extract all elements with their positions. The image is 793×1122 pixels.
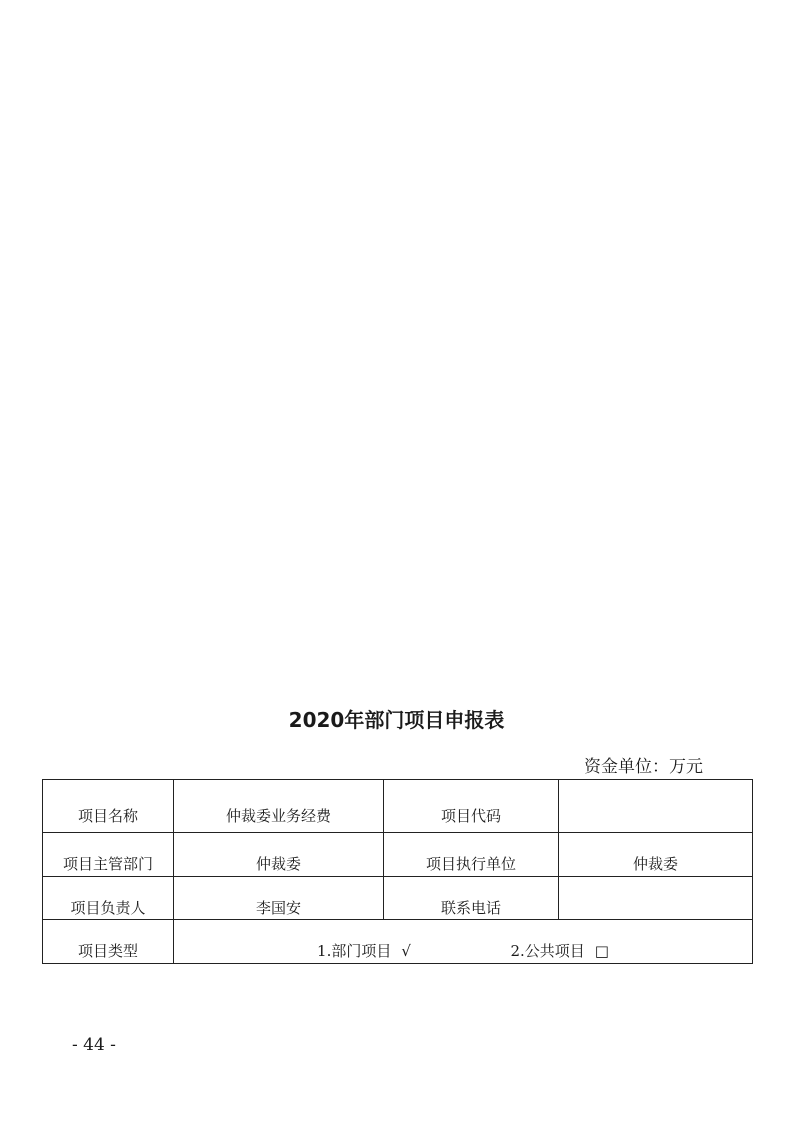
label-project-code: 项目代码 xyxy=(384,780,559,833)
empty-checkbox-icon: □ xyxy=(594,942,609,960)
value-project-type xyxy=(174,920,753,964)
page-number: - 44 - xyxy=(72,1035,116,1055)
value-project-leader: 李国安 xyxy=(174,877,384,920)
label-project-name: 项目名称 xyxy=(43,780,174,833)
table-row xyxy=(43,877,753,920)
project-application-table xyxy=(42,779,753,964)
table-row xyxy=(43,833,753,877)
option-department-project: 1.部门项目 √ xyxy=(317,942,411,960)
value-project-code xyxy=(559,780,753,833)
currency-unit-note: 资金单位：万元 xyxy=(584,757,703,777)
label-supervising-department: 项目主管部门 xyxy=(43,833,174,877)
value-supervising-department: 仲裁委 xyxy=(174,833,384,877)
label-executing-unit: 项目执行单位 xyxy=(384,833,559,877)
label-project-type: 项目类型 xyxy=(43,920,174,964)
table-row xyxy=(43,920,753,964)
label-contact-phone: 联系电话 xyxy=(384,877,559,920)
table-row xyxy=(43,780,753,833)
value-executing-unit: 仲裁委 xyxy=(559,833,753,877)
option-public-project: 2.公共项目 □ xyxy=(510,942,609,960)
document-title: 2020年部门项目申报表 xyxy=(288,708,505,732)
value-project-name: 仲裁委业务经费 xyxy=(174,780,384,833)
label-project-leader: 项目负责人 xyxy=(43,877,174,920)
value-contact-phone xyxy=(559,877,753,920)
checkmark-icon: √ xyxy=(401,942,411,960)
